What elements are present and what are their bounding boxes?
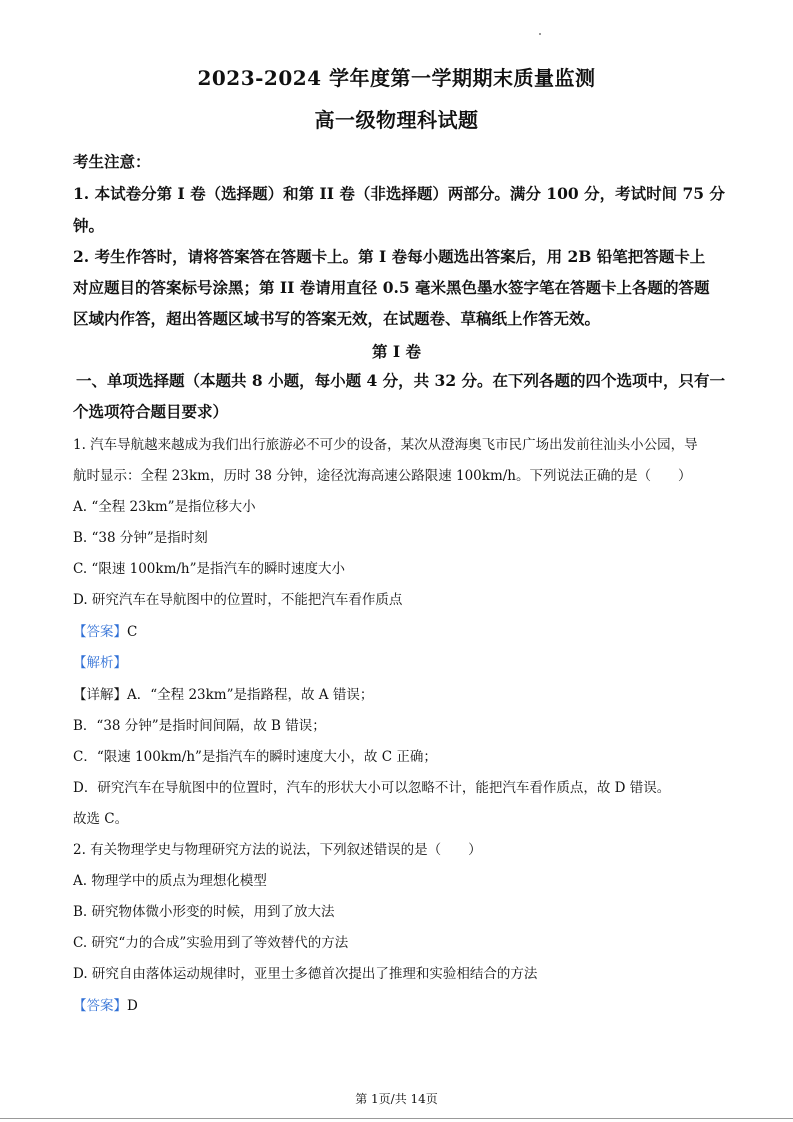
exam-title: 2023-2024 学年度第一学期期末质量监测 [197, 66, 596, 90]
analysis-tag: 【解析】 [73, 655, 127, 671]
volume-heading: 第 I 卷 [371, 342, 422, 361]
q2-answer-line [73, 994, 733, 1014]
q1-detail-a: A．“全程 23km”是指路程，故 A 错误； [127, 687, 374, 703]
section-heading-line-1: 一、单项选择题（本题共 8 小题，每小题 4 分，共 32 分。在下列各题的四个选项中，只有一 [76, 371, 726, 390]
q1-option-b: B. “38 分钟”是指时刻 [73, 530, 208, 546]
section-heading-line-2: 个选项符合题目要求） [73, 402, 229, 421]
q1-option-c: C. “限速 100km/h”是指汽车的瞬时速度大小 [73, 561, 346, 577]
q1-answer-line [73, 620, 733, 640]
notice-item-2-line-1: 2. 考生作答时，请将答案答在答题卡上。第 I 卷每小题选出答案后，用 2B 铅笔把答题卡上 [73, 247, 706, 266]
detail-tag: 【详解】 [73, 687, 127, 703]
notice-item-2-line-2: 对应题目的答案标号涂黑；第 II 卷请用直径 0.5 毫米黑色墨水签字笔在答题卡上各题的答题 [73, 278, 710, 297]
page-number: 第 1页/共 14页 [355, 1092, 438, 1106]
q1-answer-value: C [127, 624, 138, 640]
q1-conclusion: 故选 C。 [73, 811, 129, 827]
notice-item-2-line-3: 区域内作答，超出答题区域书写的答案无效，在试题卷、草稿纸上作答无效。 [73, 309, 601, 328]
q2-answer-value: D [127, 998, 138, 1014]
q2-option-a: A. 物理学中的质点为理想化模型 [73, 873, 267, 889]
bottom-divider [0, 1118, 793, 1119]
q1-stem-line-1: 1. 汽车导航越来越成为我们出行旅游必不可少的设备，某次从澄海奥飞市民广场出发前往汕头小公园，导 [73, 437, 698, 453]
q1-detail-a-line [73, 683, 733, 703]
q1-option-d: D. 研究汽车在导航图中的位置时，不能把汽车看作质点 [73, 592, 403, 608]
notice-item-1-line-2: 钟。 [73, 216, 105, 235]
answer-tag: 【答案】 [73, 624, 127, 640]
q1-detail-c: C．“限速 100km/h”是指汽车的瞬时速度大小，故 C 正确； [73, 749, 437, 765]
q1-option-a: A. “全程 23km”是指位移大小 [73, 499, 256, 515]
q1-detail-d: D．研究汽车在导航图中的位置时，汽车的形状大小可以忽略不计，能把汽车看作质点，故 D 错误。 [73, 780, 671, 796]
q1-analysis-line [73, 651, 733, 671]
q1-stem-line-2: 航时显示：全程 23km，历时 38 分钟，途径沈海高速公路限速 100km/h。下列说法正确的是（ ） [73, 468, 692, 484]
answer-tag: 【答案】 [73, 998, 127, 1014]
scan-speck [539, 33, 541, 35]
exam-subtitle: 高一级物理科试题 [314, 108, 479, 132]
q2-option-c: C. 研究“力的合成”实验用到了等效替代的方法 [73, 935, 349, 951]
q2-stem: 2. 有关物理学史与物理研究方法的说法，下列叙述错误的是（ ） [73, 842, 482, 858]
q2-option-b: B. 研究物体微小形变的时候，用到了放大法 [73, 904, 335, 920]
q1-detail-b: B．“38 分钟”是指时间间隔，故 B 错误； [73, 718, 326, 734]
q2-option-d: D. 研究自由落体运动规律时，亚里士多德首次提出了推理和实验相结合的方法 [73, 966, 538, 982]
notice-heading: 考生注意： [73, 152, 151, 171]
notice-item-1-line-1: 1. 本试卷分第 I 卷（选择题）和第 II 卷（非选择题）两部分。满分 100 分，考试时间 75 分 [73, 184, 725, 203]
